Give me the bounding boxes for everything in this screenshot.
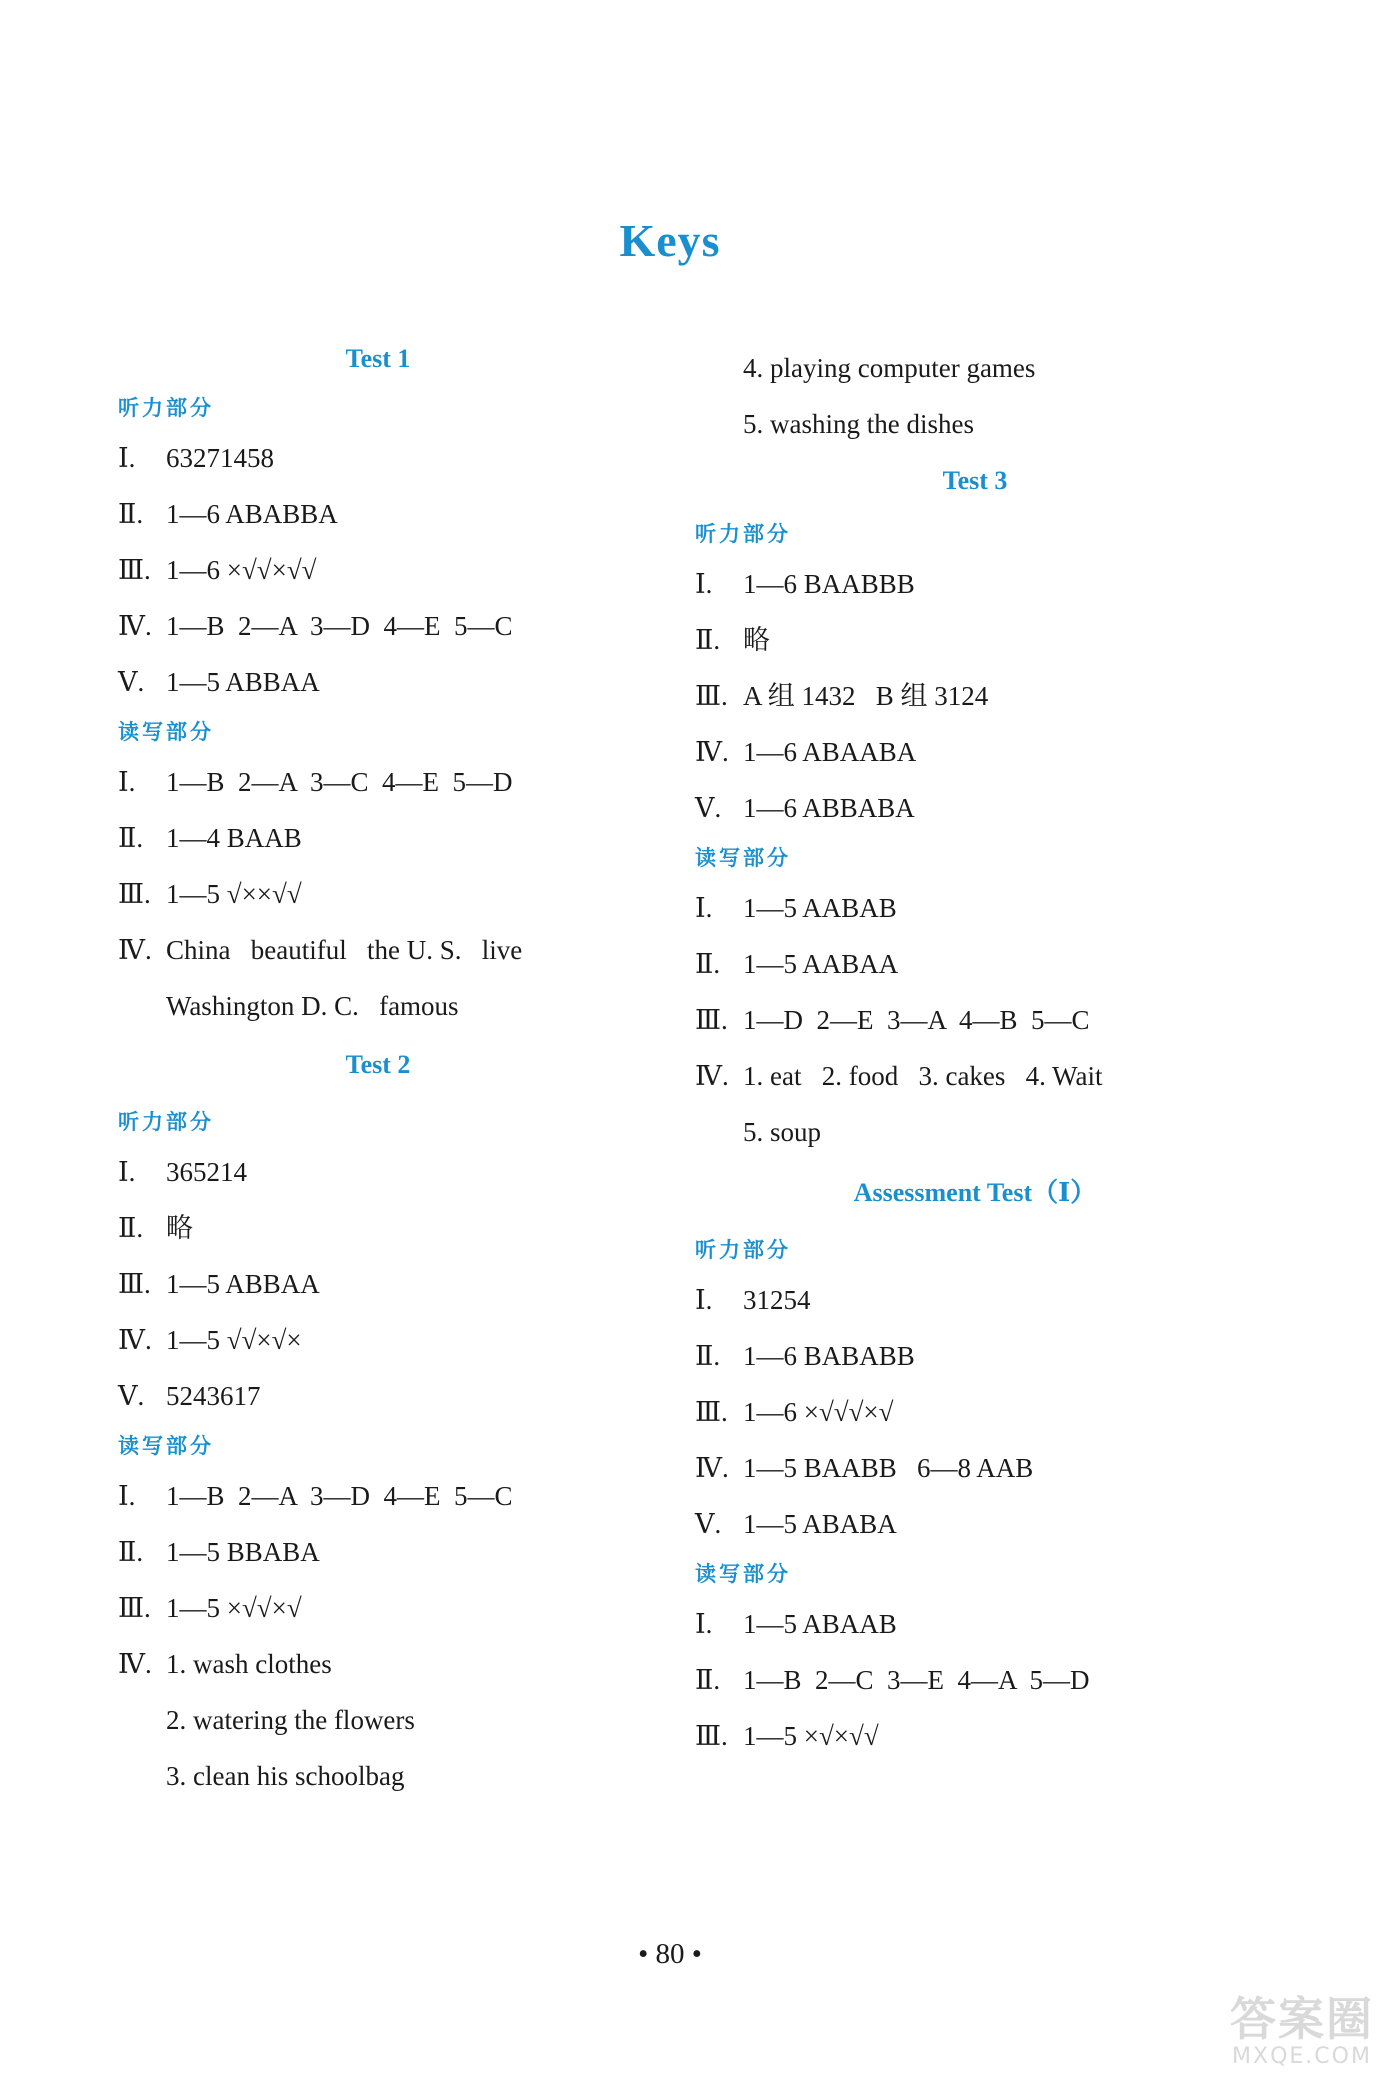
answer-row [118, 754, 638, 810]
item-number: Ⅱ. [695, 1665, 721, 1695]
answer-text: 1—5 ABBAA [166, 667, 320, 697]
answer-text: 5243617 [166, 1381, 261, 1411]
answer-row [118, 1312, 638, 1368]
answer-text: Washington D. C. famous [166, 991, 459, 1021]
answer-list [118, 430, 638, 710]
left-column [118, 340, 638, 1804]
answer-text: 1—5 √××√√ [166, 879, 302, 909]
item-number: Ⅱ. [118, 823, 144, 853]
answer-row [118, 430, 638, 486]
answer-row [118, 654, 638, 710]
answer-text: 365214 [166, 1157, 247, 1187]
item-number: Ⅲ. [695, 681, 728, 711]
subsection-reading-writing: 读写部分 [695, 846, 791, 870]
answer-row [695, 612, 1255, 668]
answer-text: 1—6 BABABB [743, 1341, 915, 1371]
answer-row [118, 1524, 638, 1580]
answer-text: 1—5 √√×√× [166, 1325, 302, 1355]
answer-text: A 组 1432 B 组 3124 [743, 681, 989, 711]
answer-text: 1—5 ABAAB [743, 1609, 897, 1639]
item-number: Ⅰ. [118, 1157, 136, 1187]
item-number: Ⅴ. [695, 1509, 722, 1539]
answer-list [118, 1468, 638, 1804]
answer-text: 4. playing computer games [743, 353, 1036, 383]
item-number: Ⅰ. [118, 1481, 136, 1511]
answer-row [118, 922, 638, 978]
right-column [695, 340, 1255, 1764]
watermark-text: 答案圈 [1230, 1992, 1374, 2046]
answer-row [118, 598, 638, 654]
section-title-test3: Test 3 [942, 466, 1008, 495]
answer-text: 3. clean his schoolbag [166, 1761, 405, 1791]
answer-row [118, 542, 638, 598]
answer-text: 1—6 ABAABA [743, 737, 917, 767]
subsection-listening: 听力部分 [695, 1238, 791, 1262]
section-title-test1: Test 1 [345, 344, 411, 373]
subsection-listening: 听力部分 [118, 396, 214, 420]
answer-list [695, 1272, 1255, 1552]
answer-row [118, 1200, 638, 1256]
section-title-assessment: Assessment Test（Ⅰ） [853, 1178, 1097, 1207]
answer-row [695, 1272, 1255, 1328]
answer-row [695, 880, 1255, 936]
answer-text: 1—6 ABABBA [166, 499, 338, 529]
answer-row [118, 1468, 638, 1524]
answer-row [695, 1496, 1255, 1552]
answer-text: 1—5 ABABA [743, 1509, 897, 1539]
answer-text: 1—5 ×√×√√ [743, 1721, 879, 1751]
answer-row [118, 1368, 638, 1424]
answer-text: 1—6 ×√√×√√ [166, 555, 317, 585]
item-number: Ⅳ. [118, 1325, 152, 1355]
answer-text: 1—D 2—E 3—A 4—B 5—C [743, 1005, 1090, 1035]
page-title: Keys [619, 215, 721, 266]
answer-row [118, 1144, 638, 1200]
answer-text: 1—5 ABBAA [166, 1269, 320, 1299]
answer-row [695, 992, 1255, 1048]
item-number: Ⅴ. [118, 667, 145, 697]
answer-row [695, 1328, 1255, 1384]
answer-text: 1—B 2—C 3—E 4—A 5—D [743, 1665, 1090, 1695]
answer-row [695, 1652, 1255, 1708]
answer-text: 2. watering the flowers [166, 1705, 415, 1735]
item-number: Ⅴ. [118, 1381, 145, 1411]
answer-text: 1. wash clothes [166, 1649, 332, 1679]
answer-list [695, 880, 1255, 1160]
answer-row [695, 936, 1255, 992]
answer-row [695, 724, 1255, 780]
item-number: Ⅰ. [695, 893, 713, 923]
answer-text: 略 [166, 1213, 193, 1243]
item-number: Ⅰ. [695, 1285, 713, 1315]
subsection-listening: 听力部分 [118, 1110, 214, 1134]
item-number: Ⅰ. [118, 443, 136, 473]
answer-text: 1—B 2—A 3—D 4—E 5—C [166, 1481, 513, 1511]
item-number: Ⅲ. [118, 1269, 151, 1299]
item-number: Ⅳ. [118, 935, 152, 965]
item-number: Ⅲ. [118, 879, 151, 909]
answer-continuation [118, 1748, 638, 1804]
answer-text: 63271458 [166, 443, 274, 473]
item-number: Ⅰ. [695, 569, 713, 599]
watermark-url: MXQE.COM [1232, 2044, 1372, 2069]
answer-continuation [118, 978, 638, 1034]
item-number: Ⅰ. [695, 1609, 713, 1639]
answer-text: 1—5 BAABB 6—8 AAB [743, 1453, 1034, 1483]
item-number: Ⅱ. [118, 499, 144, 529]
subsection-reading-writing: 读写部分 [118, 720, 214, 744]
answer-row [118, 1636, 638, 1692]
subsection-reading-writing: 读写部分 [695, 1562, 791, 1586]
answer-row [695, 780, 1255, 836]
item-number: Ⅲ. [695, 1397, 728, 1427]
item-number: Ⅲ. [695, 1721, 728, 1751]
answer-row [118, 486, 638, 542]
page-number: • 80 • [638, 1938, 702, 1970]
answer-row [695, 1708, 1255, 1764]
answer-row [118, 810, 638, 866]
item-number: Ⅱ. [695, 1341, 721, 1371]
answer-list [118, 754, 638, 1034]
answer-list [695, 1596, 1255, 1764]
item-number: Ⅳ. [695, 1453, 729, 1483]
item-number: Ⅲ. [118, 1593, 151, 1623]
answer-text: 1—6 BAABBB [743, 569, 915, 599]
item-number: Ⅴ. [695, 793, 722, 823]
answer-row [695, 1596, 1255, 1652]
answer-continuation [118, 1692, 638, 1748]
answer-text: 1—5 AABAB [743, 893, 897, 923]
answer-text: 1—5 AABAA [743, 949, 899, 979]
item-number: Ⅳ. [695, 1061, 729, 1091]
item-number: Ⅳ. [118, 611, 152, 641]
item-number: Ⅳ. [695, 737, 729, 767]
answer-text: 1—B 2—A 3—C 4—E 5—D [166, 767, 513, 797]
answer-row [695, 1384, 1255, 1440]
section-title-test2: Test 2 [345, 1050, 411, 1079]
answer-continuation [695, 340, 1255, 396]
answer-text: 1—6 ×√√√×√ [743, 1397, 894, 1427]
item-number: Ⅱ. [695, 949, 721, 979]
item-number: Ⅱ. [118, 1537, 144, 1567]
answer-text: 1—6 ABBABA [743, 793, 915, 823]
answer-row [695, 668, 1255, 724]
answer-text: 1. eat 2. food 3. cakes 4. Wait [743, 1061, 1103, 1091]
answer-continuation [695, 396, 1255, 452]
item-number: Ⅱ. [118, 1213, 144, 1243]
item-number: Ⅲ. [118, 555, 151, 585]
answer-row [118, 1256, 638, 1312]
answer-text: 1—B 2—A 3—D 4—E 5—C [166, 611, 513, 641]
answer-text: 5. soup [743, 1117, 822, 1147]
answer-text: 31254 [743, 1285, 811, 1315]
answer-text: 5. washing the dishes [743, 409, 974, 439]
answer-continuation [695, 1104, 1255, 1160]
answer-list [695, 556, 1255, 836]
answer-text: China beautiful the U. S. live [166, 935, 523, 965]
subsection-reading-writing: 读写部分 [118, 1434, 214, 1458]
answer-row [118, 1580, 638, 1636]
answer-row [695, 556, 1255, 612]
answer-row [695, 1048, 1255, 1104]
item-number: Ⅰ. [118, 767, 136, 797]
item-number: Ⅲ. [695, 1005, 728, 1035]
answer-row [118, 866, 638, 922]
answer-text: 略 [743, 625, 770, 655]
answer-row [695, 1440, 1255, 1496]
answer-text: 1—4 BAAB [166, 823, 302, 853]
answer-list [118, 1144, 638, 1424]
subsection-listening: 听力部分 [695, 522, 791, 546]
watermark-logo [1230, 1994, 1374, 2069]
item-number: Ⅱ. [695, 625, 721, 655]
answer-text: 1—5 BBABA [166, 1537, 320, 1567]
item-number: Ⅳ. [118, 1649, 152, 1679]
answer-text: 1—5 ×√√×√ [166, 1593, 302, 1623]
